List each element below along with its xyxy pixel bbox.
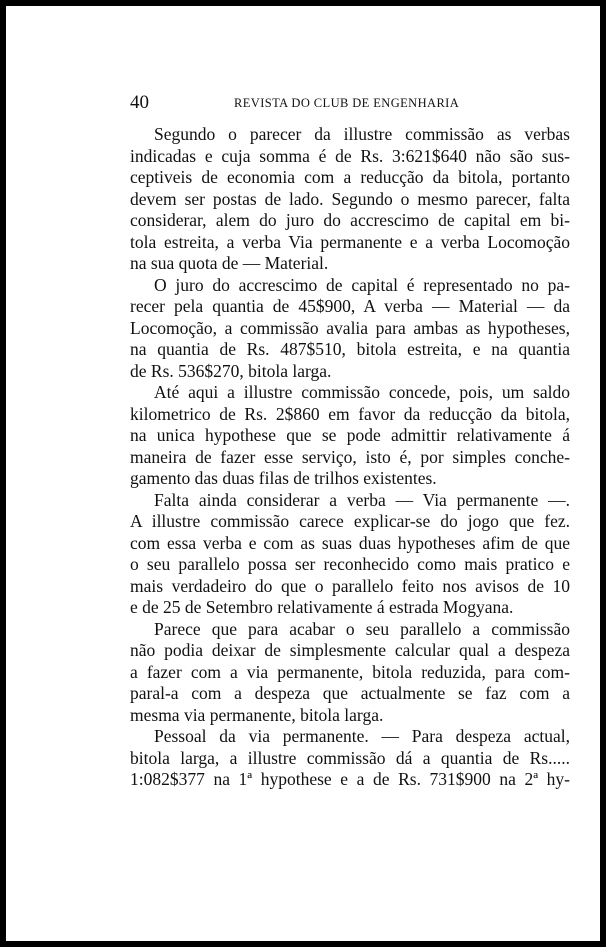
text-line: de Rs. 536$270, bitola larga.: [130, 360, 332, 381]
text-line: indicadas e cuja somma é de Rs. 3:621$640 não são sus-: [130, 145, 570, 166]
text-line: e de 25 de Setembro relativamente á estrada Mogyana.: [130, 597, 514, 617]
text-line: devem ser postas de lado. Segundo o mesmo parecer, falta: [130, 188, 570, 209]
text-line: Pessoal da via permanente. — Para despeza actual,: [154, 726, 570, 746]
text-line: gamento das duas filas de trilhos existentes.: [130, 468, 437, 488]
text-line: mesma via permanente, bitola larga.: [130, 704, 384, 725]
text-line: paral-a com a despeza que actualmente se faz com a: [130, 683, 570, 703]
text-line: maneira de fazer esse serviço, isto é, por simples conche-: [130, 446, 570, 467]
text-line: recer pela quantia de 45$900, A verba — Material — da: [130, 296, 570, 316]
text-line: Segundo o parecer da illustre commissão as verbas: [154, 124, 570, 144]
text-line: ceptiveis de economia com a reducção da bitola, portanto: [130, 167, 570, 187]
page-number: 40: [130, 92, 149, 113]
text-line: na sua quota de — Material.: [130, 253, 329, 273]
text-line: considerar, alem do juro do accrescimo de capital em bi-: [130, 210, 570, 230]
journal-title: REVISTA DO CLUB DE ENGENHARIA: [234, 96, 460, 110]
text-line: kilometrico de Rs. 2$860 em favor da reducção da bitola,: [130, 403, 570, 424]
text-line: o seu parallelo possa ser reconhecido como mais pratico e: [130, 554, 570, 574]
text-line: Falta ainda considerar a verba — Via permanente —.: [154, 489, 570, 510]
text-line: mais verdadeiro do que o parallelo feito nos avisos de 10: [130, 575, 570, 596]
text-line: Locomoção, a commissão avalia para ambas as hypotheses,: [130, 317, 570, 338]
text-line: a fazer com a via permanente, bitola reduzida, para com-: [130, 661, 570, 682]
text-line: não podia deixar de simplesmente calcular qual a despeza: [130, 640, 570, 660]
running-head: [6, 92, 600, 116]
body-text: [130, 124, 570, 791]
text-line: Até aqui a illustre commissão concede, pois, um saldo: [154, 382, 570, 402]
text-line: tola estreita, a verba Via permanente e a verba Locomoção: [130, 231, 570, 252]
book-page: [6, 6, 600, 941]
text-line: A illustre commissão carece explicar-se do jogo que fez.: [130, 511, 570, 531]
text-line: com essa verba e com as suas duas hypotheses afim de que: [130, 532, 570, 553]
text-line: na unica hypothese que se pode admittir relativamente á: [130, 425, 570, 445]
text-line: Parece que para acabar o seu parallelo a commissão: [154, 618, 570, 639]
text-line: O juro do accrescimo de capital é representado no pa-: [154, 274, 570, 295]
text-line: 1:082$377 na 1ª hypothese e a de Rs. 731$900 na 2ª hy-: [130, 769, 570, 789]
text-line: na quantia de Rs. 487$510, bitola estreita, e na quantia: [130, 339, 570, 359]
text-line: bitola larga, a illustre commissão dá a quantia de Rs.....: [130, 747, 570, 768]
